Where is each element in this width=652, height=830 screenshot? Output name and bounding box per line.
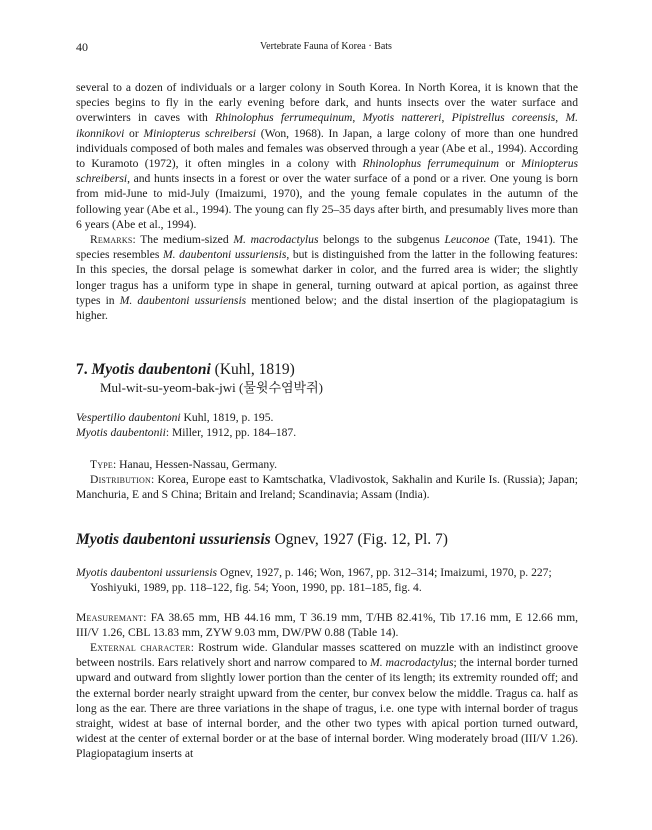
page-header: [76, 40, 576, 56]
distribution-label: Distribution: [90, 473, 151, 486]
synonym-line: Myotis daubentonii: Miller, 1912, pp. 184–187.: [76, 426, 297, 440]
external-character-label: External character: [90, 641, 191, 654]
remarks-label: Remarks: [90, 233, 133, 246]
subspecies-name: Myotis daubentoni ussuriensis: [76, 531, 271, 548]
measurement-label: Measuremant: [76, 611, 144, 624]
subspecies-synonyms: Myotis daubentoni ussuriensis Ognev, 1927, p. 146; Won, 1967, pp. 312–314; Imaizumi, 1970, p. 227; Yoshiyuki, 1989, pp. 118–122, fig. 54; Yoon, 1990, pp. 181–185, fig. 4.: [76, 566, 552, 595]
remarks-paragraph: Remarks: The medium-sized M. macrodactylus belongs to the subgenus Leuconoe (Tate, 1941). The species resembles M. daubentoni ussuriensis, but is distinguished from the latter in the following features: In this species, the dorsal pelage is somewhat darker in color, and the furred area is wider; the slightly longer tragus has a uniform type in shape in general, turning outward at apical portion, as against three types in M. daubentoni ussuriensis mentioned below; and the distal insertion of the plagiopatagium is higher.: [76, 233, 579, 323]
subspecies-heading: [76, 530, 448, 549]
intro-paragraph: several to a dozen of individuals or a larger colony in South Korea. In North Korea, it is known that the species begins to fly in the early evening before dark, and hunts insects over the water surface and overwinters in caves with Rhinolophus ferrumequinum, Myotis nattereri, Pipistrellus coreensis, M. ikonnikovi or Miniopterus schreibersi (Won, 1968). In Japan, a large colony of more than one hundred individuals composed of both males and females was observed through a year (Abe et al., 1994). According to Kuramoto (1972), it often mingles in a colony with Rhinolophus ferrumequinum or Miniopterus schreibersi, and hunts insects in a forest or over the water surface of a pond or a river. One young is born from mid-June to mid-July (Imaizumi, 1970), and the young female copulates in the autumn of the following year (Abe et al., 1994). The young can fly 25–35 days after birth, and presumably lives more than 6 years (Abe et al., 1994).: [76, 81, 579, 231]
external-character-paragraph: External character: Rostrum wide. Glandular masses scattered on muzzle with an indistinct groove between nostrils. Ears relatively short and narrow compared to M. macrodactylus; the internal border turned upward and outward from slightly lower portion than the center of its length; its extremity rounded off; and the external border nearly straight upward from the center, bur convex below the middle. Tragus ca. half as long as the ear. There are three variations in the shape of tragus, i.e. one type with internal border of tragus straight, widest at base of internal border, and the other two types with apical portion turned outward, widest at the center of external border or at the base of internal border. Wing moderately broad (III/V 1.26). Plagiopatagium inserts at: [76, 641, 578, 761]
species-heading: [76, 360, 295, 379]
type-label: Type: [90, 458, 113, 471]
measurement-paragraph: Measuremant: FA 38.65 mm, HB 44.16 mm, T 36.19 mm, T/HB 82.41%, Tib 17.16 mm, E 12.66 mm, III/V 1.26, CBL 13.83 mm, ZYW 9.03 mm, DW/PW 0.88 (Table 14).: [76, 611, 578, 640]
type-paragraph: Type: Hanau, Hessen-Nassau, Germany.: [90, 458, 278, 471]
species-name: Myotis daubentoni: [91, 361, 211, 378]
running-title: Vertebrate Fauna of Korea · Bats: [260, 41, 392, 52]
species-synonyms: [76, 410, 578, 440]
synonym-line: Vespertilio daubentoni Kuhl, 1819, p. 195.: [76, 411, 274, 424]
species-author: (Kuhl, 1819): [210, 361, 295, 378]
korean-name: Mul-wit-su-yeom-bak-jwi (물윗수염박쥐): [100, 380, 324, 395]
subspecies-author: Ognev, 1927 (Fig. 12, Pl. 7): [270, 531, 448, 548]
species-number: 7.: [76, 361, 88, 378]
page-number: 40: [76, 40, 88, 54]
distribution-paragraph: Distribution: Korea, Europe east to Kamtschatka, Vladivostok, Sakhalin and Kurile Is. (Russia); Japan; Manchuria, E and S China; Britain and Ireland; Scandinavia; Assam (India).: [76, 473, 578, 502]
